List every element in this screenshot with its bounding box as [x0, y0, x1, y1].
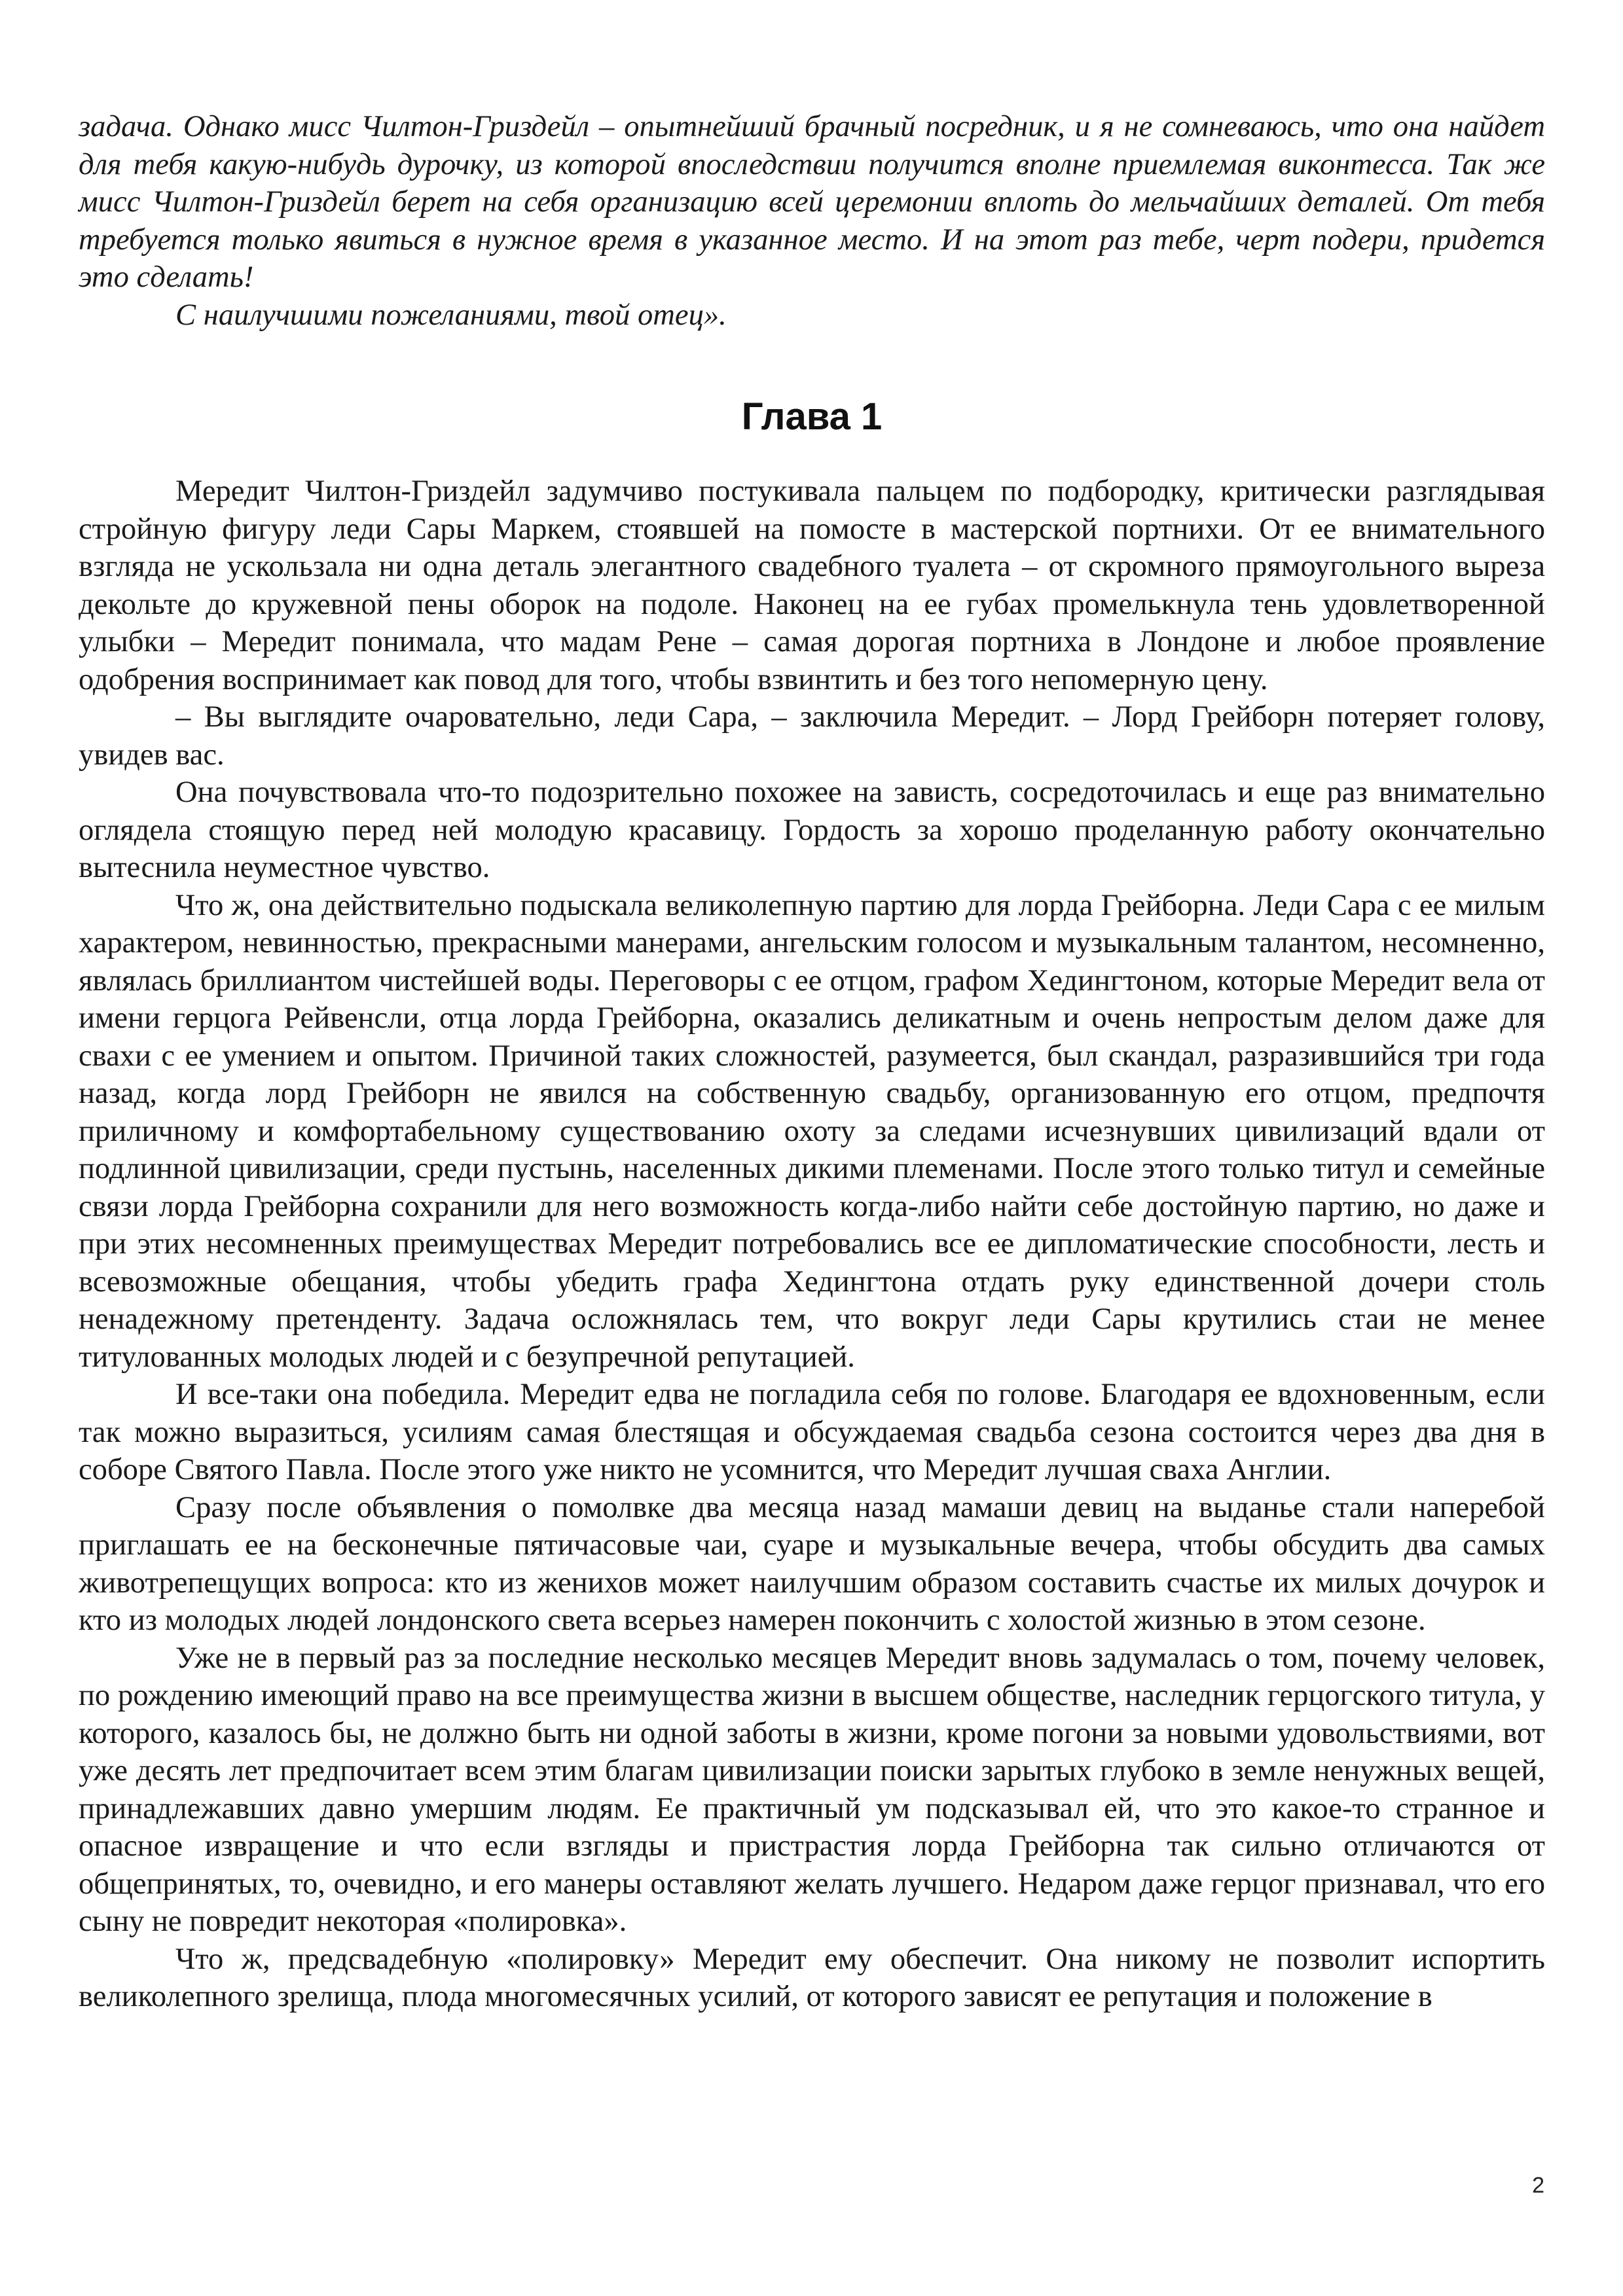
body-paragraph: Уже не в первый раз за последние несколько месяцев Мередит вновь задумалась о том, почему человек, по рождению имеющий право на все преимущества жизни в высшем обществе, наследник герцогского титула, у которого, казалось бы, не должно быть ни одной заботы в жизни, кроме погони за новыми удовольствиями, вот уже десять лет предпочитает всем этим благам цивилизации поиски зарытых глубоко в земле ненужных вещей, принадлежавших давно умершим людям. Ее практичный ум подсказывал ей, что это какое-то странное и опасное извращение и что если взгляды и пристрастия лорда Грейборна так сильно отличаются от общепринятых, то, очевидно, и его манеры оставляют желать лучшего. Недаром даже герцог признавал, что его сыну не повредит некоторая «полировка». [79, 1640, 1545, 1938]
page-number: 2 [1532, 2173, 1544, 2198]
body-paragraph: Что ж, предсвадебную «полировку» Мередит ему обеспечит. Она никому не позволит испортить великолепного зрелища, плода многомесячных усилий, от которого зависят ее репутация и положение в [79, 1941, 1545, 2013]
body-paragraph: Что ж, она действительно подыскала великолепную партию для лорда Грейборна. Леди Сара с ее милым характером, невинностью, прекрасными манерами, ангельским голосом и музыкальным талантом, несомненно, являлась бриллиантом чистейшей воды. Переговоры с ее отцом, графом Хедингтоном, которые Мередит вела от имени герцога Рейвенсли, отца лорда Грейборна, оказались деликатным и очень непростым делом даже для свахи с ее умением и опытом. Причиной таких сложностей, разумеется, был скандал, разразившийся три года назад, когда лорд Грейборн не явился на собственную свадьбу, организованную его отцом, предпочтя приличному и комфортабельному существованию охоту за следами исчезнувших цивилизаций вдали от подлинной цивилизации, среди пустынь, населенных дикими племенами. После этого только титул и семейные связи лорда Грейборна сохранили для него возможность когда-либо найти себе достойную партию, но даже и при этих несомненных преимуществах Мередит потребовались все ее дипломатические способности, лесть и всевозможные обещания, чтобы убедить графа Хедингтона отдать руку единственной дочери столь ненадежному претенденту. Задача осложнялась тем, что вокруг леди Сары крутились стаи не менее титулованных молодых людей и с безупречной репутацией. [79, 888, 1545, 1374]
body-paragraph: Сразу после объявления о помолвке два месяца назад мамаши девиц на выданье стали наперебой приглашать ее на бесконечные пятичасовые чаи, суаре и музыкальные вечера, чтобы обсудить два самых животрепещущих вопроса: кто из женихов может наилучшим образом составить счастье их милых дочурок и кто из молодых людей лондонского света всерьез намерен покончить с холостой жизнью в этом сезоне. [79, 1490, 1545, 1637]
letter-paragraph: задача. Однако мисс Чилтон-Гриздейл – опытнейший брачный посредник, и я не сомневаюсь, что она найдет для тебя какую-нибудь дурочку, из которой впоследствии получится вполне приемлемая виконтесса. Так же мисс Чилтон-Гриздейл берет на себя организацию всей церемонии вплоть до мельчайших деталей. От тебя требуется только явиться в нужное время в указанное место. И на этот раз тебе, черт подери, придется это сделать! [79, 109, 1545, 294]
body-paragraph: – Вы выглядите очаровательно, леди Сара, – заключила Мередит. – Лорд Грейборн потеряет голову, увидев вас. [79, 700, 1545, 772]
letter-signature: С наилучшими пожеланиями, твой отец». [175, 297, 727, 332]
chapter-title: Глава 1 [741, 395, 883, 438]
body-paragraph: Мередит Чилтон-Гриздейл задумчиво постукивала пальцем по подбородку, критически разглядывая стройную фигуру леди Сары Маркем, стоявшей на помосте в мастерской портнихи. От ее внимательного взгляда не ускользала ни одна деталь элегантного свадебного туалета – от скромного прямоугольного выреза декольте до кружевной пены оборок на подоле. Наконец на ее губах промелькнула тень удовлетворенной улыбки – Мередит понимала, что мадам Рене – самая дорогая портниха в Лондоне и любое проявление одобрения воспринимает как повод для того, чтобы взвинтить и без того непомерную цену. [79, 474, 1545, 696]
page-content [79, 108, 1545, 2016]
body-paragraph: Она почувствовала что-то подозрительно похожее на зависть, сосредоточилась и еще раз внимательно оглядела стоящую перед ней молодую красавицу. Гордость за хорошо проделанную работу окончательно вытеснила неуместное чувство. [79, 775, 1545, 884]
body-paragraph: И все-таки она победила. Мередит едва не погладила себя по голове. Благодаря ее вдохновенным, если так можно выразиться, усилиям самая блестящая и обсуждаемая свадьба сезона состоится через два дня в соборе Святого Павла. После этого уже никто не усомнится, что Мередит лучшая сваха Англии. [79, 1377, 1545, 1486]
letter-excerpt [79, 108, 1545, 334]
chapter-body [79, 473, 1545, 2016]
